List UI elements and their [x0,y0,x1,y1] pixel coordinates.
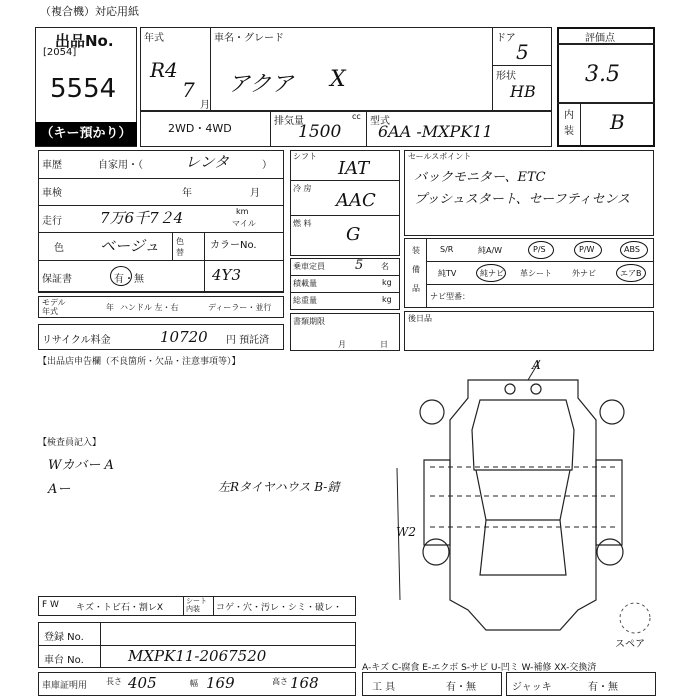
recycle-unit: 円 預託済 [226,335,270,346]
equip-tv: 純TV [438,269,457,278]
equip-navi: 純ナビ [480,269,504,278]
reg-label: 登録 No. [44,632,84,643]
lot-label: 出品No. [55,32,114,50]
equip-label-2: 備 [412,265,420,274]
drive-label: 2WD・4WD [168,122,232,135]
equip-airbag: エアB [620,269,642,278]
mileage-label: 走行 [42,216,62,227]
model-label: 型式 [370,116,390,127]
interior-value: B [610,110,625,134]
history-options: 自家用・（ [98,160,143,171]
sales-line2: プッシュスタート、セーフティセンス [414,192,631,207]
mark-a: A [532,358,541,372]
width-label: 幅 [190,679,198,688]
chassis-value: MXPK11-2067520 [128,647,267,665]
interior-label-1: 内 [564,110,574,121]
spare-label: スペア [615,639,645,650]
color-change-2: 替 [176,248,184,257]
name-label: 車名・グレード [214,33,284,44]
length-value: 405 [128,674,157,692]
capacity-value: 5 [355,258,364,273]
color-no-label: カラーNo. [210,240,257,251]
inspection-month: 月 [250,188,260,199]
fuel-value: G [346,224,361,245]
doc-month: 月 [338,340,346,349]
door-label: ドア [496,33,516,44]
sales-line1: バックモニター、ETC [414,170,546,185]
door-value: 5 [516,40,529,64]
warranty-label: 保証書 [42,274,72,285]
load-unit: kg [382,278,392,287]
month-unit: 月 [200,100,210,111]
model-year-label-1: モデル [42,298,66,307]
history-label: 車歴 [42,160,62,171]
gross-label: 総重量 [293,296,317,305]
model-year-unit: 年 [106,303,114,312]
ac-value: AAC [336,190,376,211]
recycle-label: リサイクル料金 [42,335,111,346]
inspection-year: 年 [182,188,192,199]
note1: Wカバー A [48,458,114,473]
model-value: 6AA -MXPK11 [378,122,493,141]
displacement-value: 1500 [298,122,342,142]
handle-label: ハンドル 左・右 [120,303,179,312]
chassis-label: 車台 No. [44,655,84,666]
legend: A-キズ C-腐食 E-エクボ S-サビ U-凹ミ W-補修 XX-交換済 [362,663,597,673]
equip-sr: S/R [440,245,454,254]
seller-label: 【出品店申告欄（不良箇所・欠品・注意事項等）】 [38,357,241,367]
name-value: アクア [228,72,294,97]
color-no-value: 4Y3 [212,266,241,284]
gross-unit: kg [382,295,392,304]
mileage-value: 7万6千7２4 [100,209,184,227]
shape-label: 形状 [496,71,516,82]
dealer-label: ディーラー・並行 [208,303,272,312]
tools-options: 有・無 [446,682,476,693]
jack-label: ジャッキ [512,682,552,693]
length-label: 長さ [106,677,122,686]
equip-ps: P/S [533,245,546,254]
color-value: ベージュ [100,237,160,255]
navi-label: ナビ型番： [430,292,470,301]
equip-abs: ABS [624,245,640,254]
height-label: 高さ [272,677,288,686]
displacement-unit: cc [352,112,361,121]
doc-label: 書類期限 [293,317,325,326]
lot-sub: [2054] [43,47,77,58]
year-label: 年式 [144,33,164,44]
size-label: 車庫証明用 [42,681,88,691]
form-title: （複合機）対応用紙 [40,5,139,18]
mileage-unit-bottom: マイル [232,219,256,228]
after-label: 後日品 [408,314,432,323]
recycle-value: 10720 [160,328,208,346]
equip-pw: P/W [579,245,595,254]
shift-value: IAT [338,158,370,179]
equip-ext-navi: 外ナビ [572,269,596,278]
equip-label-3: 品 [412,284,420,293]
seat-items: コゲ・穴・汚レ・シミ・破レ・ [216,603,343,613]
rating-label: 評価点 [585,33,615,44]
load-label: 積載量 [293,279,317,288]
rating-value: 3.5 [585,62,620,87]
history-close: ） [262,160,272,171]
ac-label: 冷 房 [293,184,312,193]
jack-options: 有・無 [588,682,618,693]
key-badge: （キー預かり） [35,122,137,146]
inspection-label: 車検 [42,188,62,199]
equip-leather: 革シート [520,269,552,278]
height-value: 168 [290,674,319,692]
equip-alloy: 純A/W [478,246,503,255]
capacity-label: 乗車定員 [293,262,325,271]
seat-label: シート内装 [186,597,207,613]
warranty-options: 有・無 [114,274,144,285]
fw-items: キズ・トビ石・割レX [76,603,163,613]
displacement-label: 排気量 [274,116,304,127]
grade-value: X [330,67,346,92]
inspector-label: 【検査員記入】 [38,438,102,448]
fuel-label: 燃 料 [293,219,312,228]
note3: 左Rタイヤハウス B-錆 [218,480,340,494]
history-value: レンタ [185,153,230,171]
color-label: 色 [54,243,64,254]
mark-w: W2 [396,525,416,539]
color-change-1: 色 [176,237,184,246]
shape-value: HB [510,82,536,101]
month-value: 7 [182,78,195,102]
width-value: 169 [206,674,235,692]
model-year-label-2: 年式 [42,307,58,316]
note2: Aー [48,482,71,497]
tools-label: 工 具 [372,682,396,693]
shift-label: シフト [293,152,317,161]
capacity-unit: 名 [381,262,389,271]
fw-label: F W [42,600,59,610]
interior-label-2: 装 [564,126,574,137]
mileage-unit-top: km [236,207,249,216]
equip-label-1: 装 [412,246,420,255]
year-value: R4 [150,58,178,82]
lot-number: 5554 [50,74,117,104]
doc-day: 日 [380,340,388,349]
sales-label: セールスポイント [408,152,472,161]
